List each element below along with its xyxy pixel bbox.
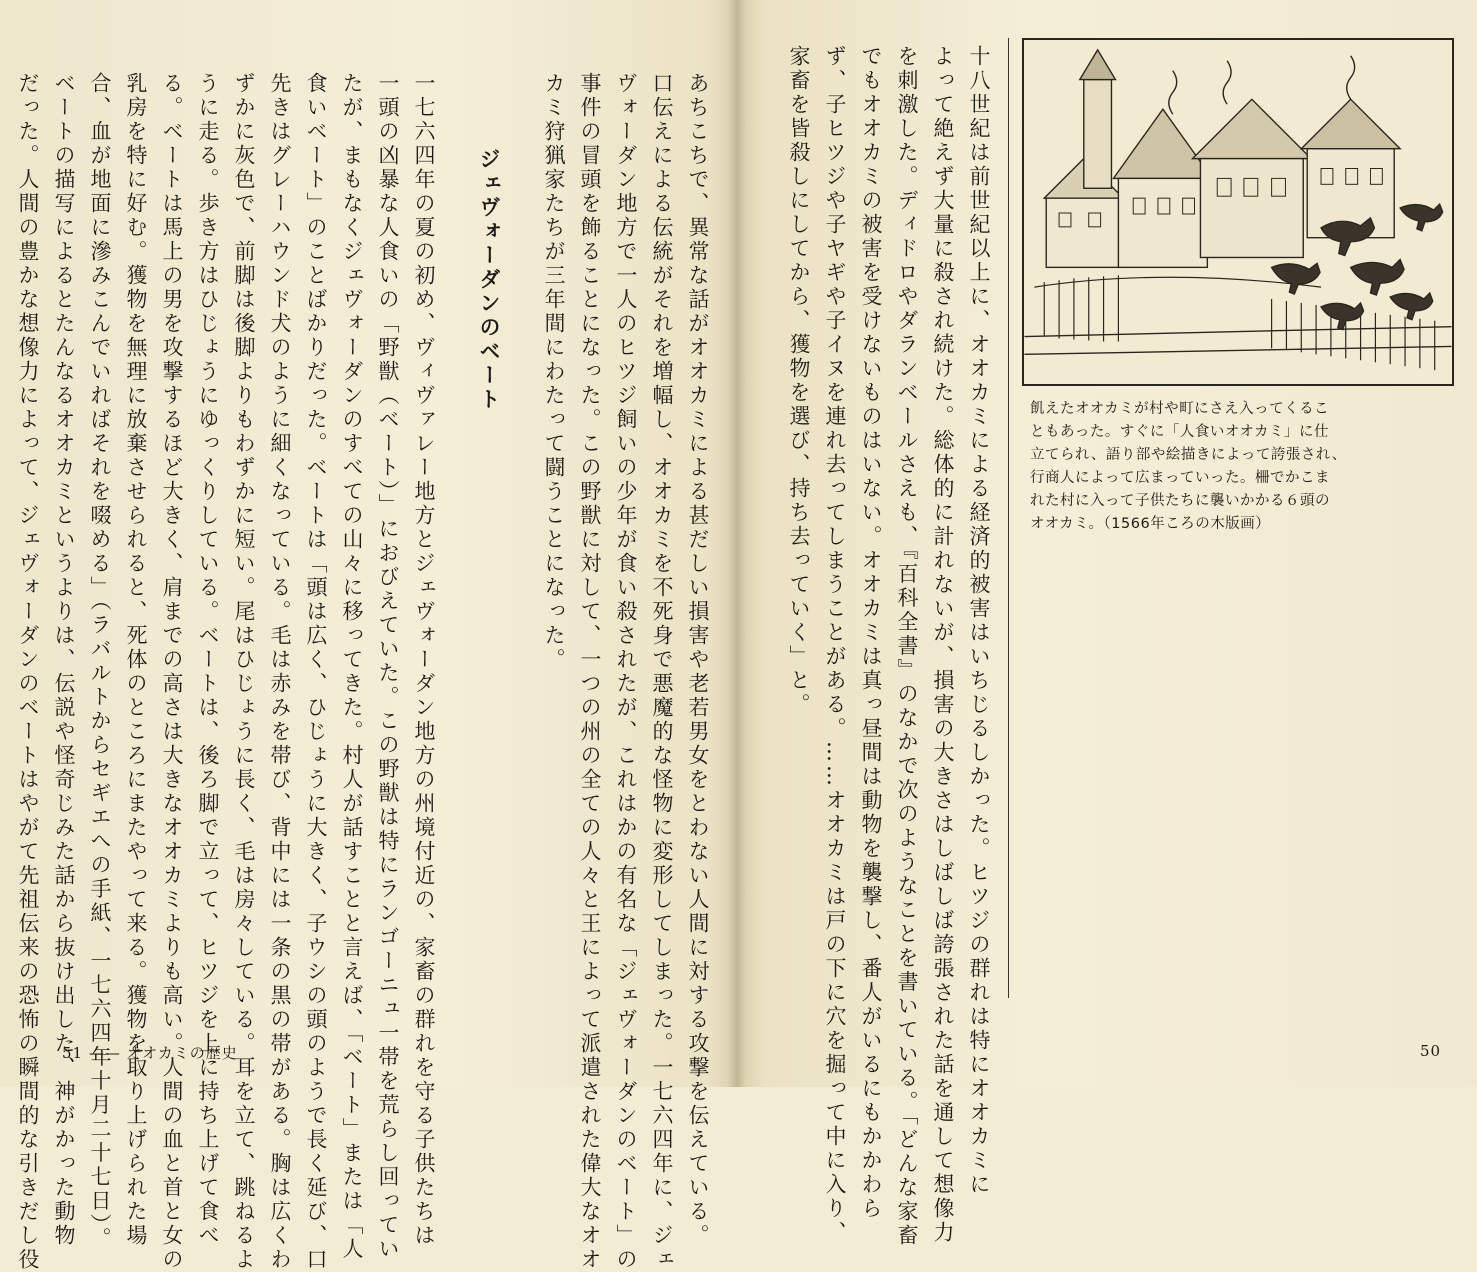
- left-text-column: だった。人間の豊かな想像力によって、ジェヴォーダンのベートはやがて先祖伝来の恐怖の瞬間的な引きだし役: [16, 72, 40, 1272]
- left-text-column: る。ベートは馬上の男を攻撃するほど大きく、肩までの高さは大きなオオカミよりも高い。人間の血と首と女の: [160, 72, 184, 1272]
- left-text-column: 一頭の凶暴な人食いの「野獣（ベート）」におびえていた。この野獣は特にランゴーニュ一帯を荒らし回ってい: [376, 72, 400, 1262]
- left-text-column: 一七六四年の夏の初め、ヴィヴァレー地方とジェヴォーダン地方の州境付近の、家畜の群れを守る子供たちは: [412, 72, 436, 1248]
- column-rule: [1008, 38, 1009, 998]
- right-text-column: でもオオカミの被害を受けないものはいない。オオカミは真っ昼間は動物を襲撃し、番人がいるにもかかわら: [859, 45, 883, 1221]
- right-text-column: 家畜を皆殺しにしてから、獲物を選び、持ち去っていく」と。: [787, 45, 811, 717]
- illustration-caption-line: 立てられ、語り部や絵描きによって誇張され、: [1030, 447, 1347, 463]
- illustration-caption-line: 行商人によって広まっていった。柵でかこま: [1030, 470, 1330, 486]
- left-text-column: うに走る。歩き方はひじょうにゆっくりしている。ベートは、後ろ脚で立って、ヒツジを上に持ち上げて食べ: [196, 72, 220, 1248]
- book-gutter: [728, 0, 746, 1087]
- left-text-column: ベートの描写によるとたんなるオオカミというよりは、伝説や怪奇じみた話から抜け出した、神がかった動物: [52, 72, 76, 1248]
- left-page-footer: 51 —— オオカミの歴史: [62, 1044, 238, 1062]
- right-text-column: よって絶えず大量に殺され続けた。総体的に計れないが、損害の大きさはしばしば誇張された話を通して想像力: [931, 45, 955, 1245]
- left-text-column: 食いベート」のことばかりだった。ベートは「頭は広く、ひじょうに大きく、子ウシの頭のようで長く延び、口: [304, 72, 328, 1272]
- illustration-caption-line: 飢えたオオカミが村や町にさえ入ってくるこ: [1030, 401, 1330, 417]
- left-text-column: 合、血が地面に滲みこんでいればそれを啜める」（ラバルトからセギエへの手紙、一七六四年十月二十七日）。: [88, 72, 112, 1251]
- left-text-column: ヴォーダン地方で一人のヒツジ飼いの少年が食い殺されたが、これはかの有名な「ジェヴォーダンのベート」の: [614, 72, 638, 1272]
- right-text-column: 十八世紀は前世紀以上に、オオカミによる経済的被害はいちじるしかった。ヒツジの群れは特にオオカミに: [967, 45, 991, 1197]
- illustration-caption-line: ともあった。すぐに「人食いオオカミ」に仕: [1030, 424, 1329, 440]
- illustration-caption-line: れた村に入って子供たちに襲いかかる６頭の: [1030, 493, 1330, 509]
- section-heading: ジェヴォーダンのベート: [477, 148, 501, 412]
- woodcut-drawing: [1024, 40, 1452, 384]
- left-text-column: あちこちで、異常な話がオオカミによる甚だしい損害や老若男女をとわない人間に対する攻撃を伝えている。: [686, 72, 710, 1248]
- left-text-column: 口伝えによる伝統がそれを増幅し、オオカミを不死身で悪魔的な怪物に変形してしまった。一七六四年に、ジェ: [650, 72, 674, 1272]
- right-page-number: 50: [1420, 1042, 1442, 1060]
- woodcut-illustration: [1022, 38, 1454, 386]
- left-text-column: 事件の冒頭を飾ることになった。この野獣に対して、一つの州の全ての人々と王によって派遣された偉大なオオ: [578, 72, 602, 1272]
- left-text-column: ずかに灰色で、前脚は後脚よりもわずかに短い。尾はひじょうに長く、毛は房々している。耳を立て、跳ねるよ: [232, 72, 256, 1272]
- illustration-caption-line: オオカミ。（1566年ころの木版画）: [1030, 516, 1271, 532]
- right-text-column: ず、子ヒツジや子ヤギや子イヌを連れ去ってしまうことがある。……オオカミは戸の下に穴を掘って中に入り、: [823, 45, 847, 1245]
- left-text-column: 乳房を特に好む。獲物を無理に放棄させられると、死体のところにまたやって来る。獲物を取り上げられた場: [124, 72, 148, 1248]
- left-text-column: カミ狩猟家たちが三年間にわたって闘うことになった。: [542, 72, 566, 672]
- right-text-column: を刺激した。ディドロやダランベールさえも、『百科全書』のなかで次のようなことを書いている。「どんな家畜: [895, 45, 919, 1248]
- left-text-column: 先きはグレーハウンド犬のように細くなっている。毛は赤みを帯び、背中には一条の黒の帯がある。胸は広くわ: [268, 72, 292, 1272]
- left-text-column: たが、まもなくジェヴォーダンのすべての山々に移ってきた。村人が話すことと言えば、「ベート」または「人: [340, 72, 364, 1262]
